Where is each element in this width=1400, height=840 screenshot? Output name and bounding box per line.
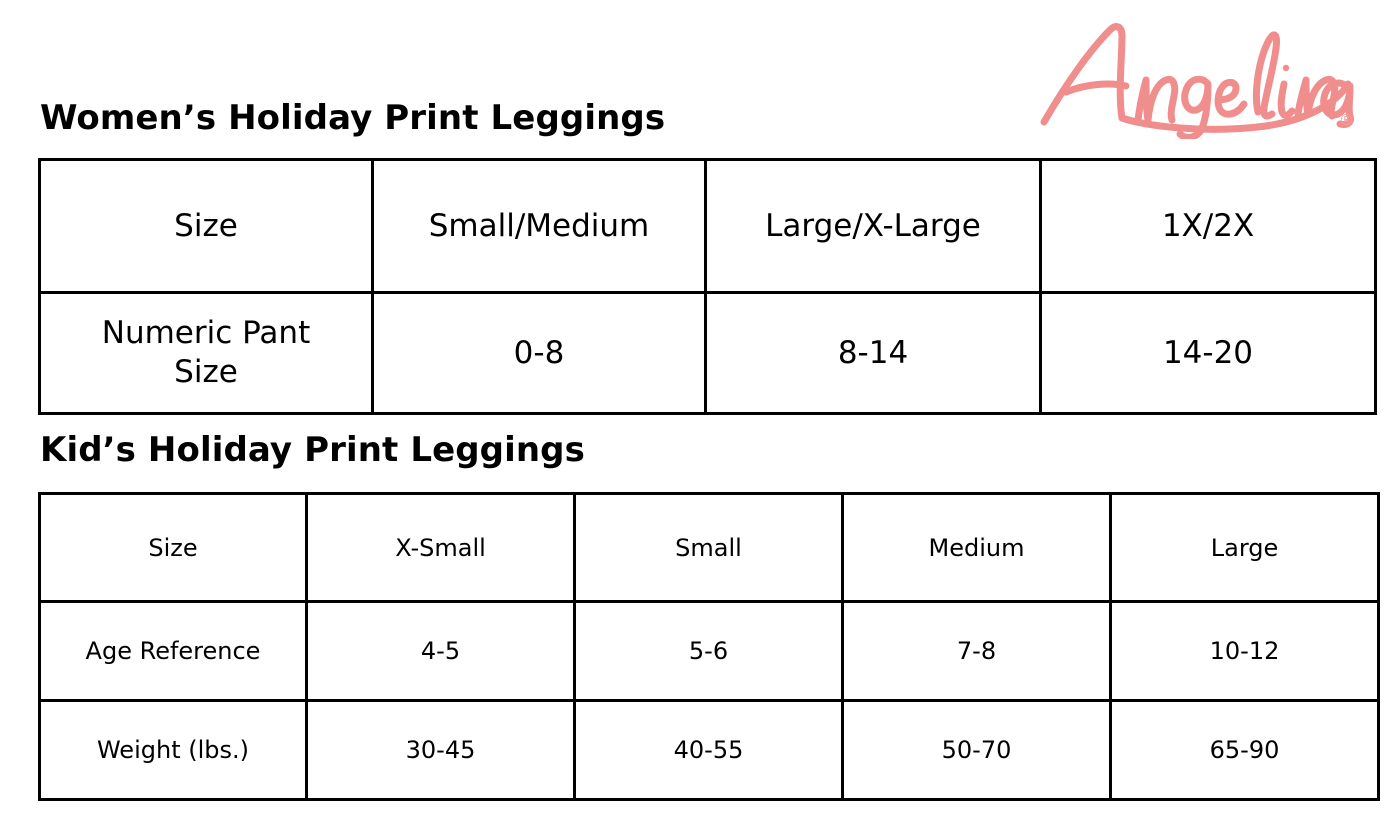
table-row bbox=[40, 701, 1379, 800]
kids-size-table-wrap bbox=[38, 492, 1380, 801]
kids-header-small: Small bbox=[575, 494, 843, 602]
kids-size-table bbox=[38, 492, 1380, 801]
women-section-title-wrap bbox=[40, 100, 665, 137]
women-value-sm: 0-8 bbox=[373, 293, 706, 414]
women-row-label-line2: Size bbox=[174, 354, 238, 390]
kids-header-xsmall: X-Small bbox=[307, 494, 575, 602]
women-value-1x2x: 14-20 bbox=[1041, 293, 1376, 414]
kids-section-title: Kid’s Holiday Print Leggings bbox=[40, 430, 585, 470]
table-row bbox=[40, 293, 1376, 414]
kids-header-size: Size bbox=[40, 494, 307, 602]
table-row bbox=[40, 160, 1376, 293]
kids-header-medium: Medium bbox=[843, 494, 1111, 602]
women-header-1x2x: 1X/2X bbox=[1041, 160, 1376, 293]
women-size-table bbox=[38, 158, 1377, 415]
women-header-lxl: Large/X-Large bbox=[706, 160, 1041, 293]
registered-mark: ® bbox=[1339, 111, 1354, 129]
kids-row-label-weight: Weight (lbs.) bbox=[40, 701, 307, 800]
angelina-logo bbox=[1026, 14, 1356, 139]
women-section-title: Women’s Holiday Print Leggings bbox=[40, 98, 666, 138]
women-row-label bbox=[40, 293, 373, 414]
kids-section-title-wrap bbox=[40, 432, 585, 469]
kids-weight-xsmall: 30-45 bbox=[307, 701, 575, 800]
kids-weight-small: 40-55 bbox=[575, 701, 843, 800]
women-value-lxl: 8-14 bbox=[706, 293, 1041, 414]
kids-weight-medium: 50-70 bbox=[843, 701, 1111, 800]
kids-header-large: Large bbox=[1111, 494, 1379, 602]
women-row-label-line1: Numeric Pant bbox=[101, 315, 311, 352]
women-size-table-wrap bbox=[38, 158, 1377, 415]
kids-row-label-age: Age Reference bbox=[40, 602, 307, 701]
table-row bbox=[40, 602, 1379, 701]
table-row bbox=[40, 494, 1379, 602]
women-header-size: Size bbox=[40, 160, 373, 293]
kids-weight-large: 65-90 bbox=[1111, 701, 1379, 800]
kids-age-xsmall: 4-5 bbox=[307, 602, 575, 701]
kids-age-medium: 7-8 bbox=[843, 602, 1111, 701]
kids-age-large: 10-12 bbox=[1111, 602, 1379, 701]
kids-age-small: 5-6 bbox=[575, 602, 843, 701]
women-header-sm: Small/Medium bbox=[373, 160, 706, 293]
